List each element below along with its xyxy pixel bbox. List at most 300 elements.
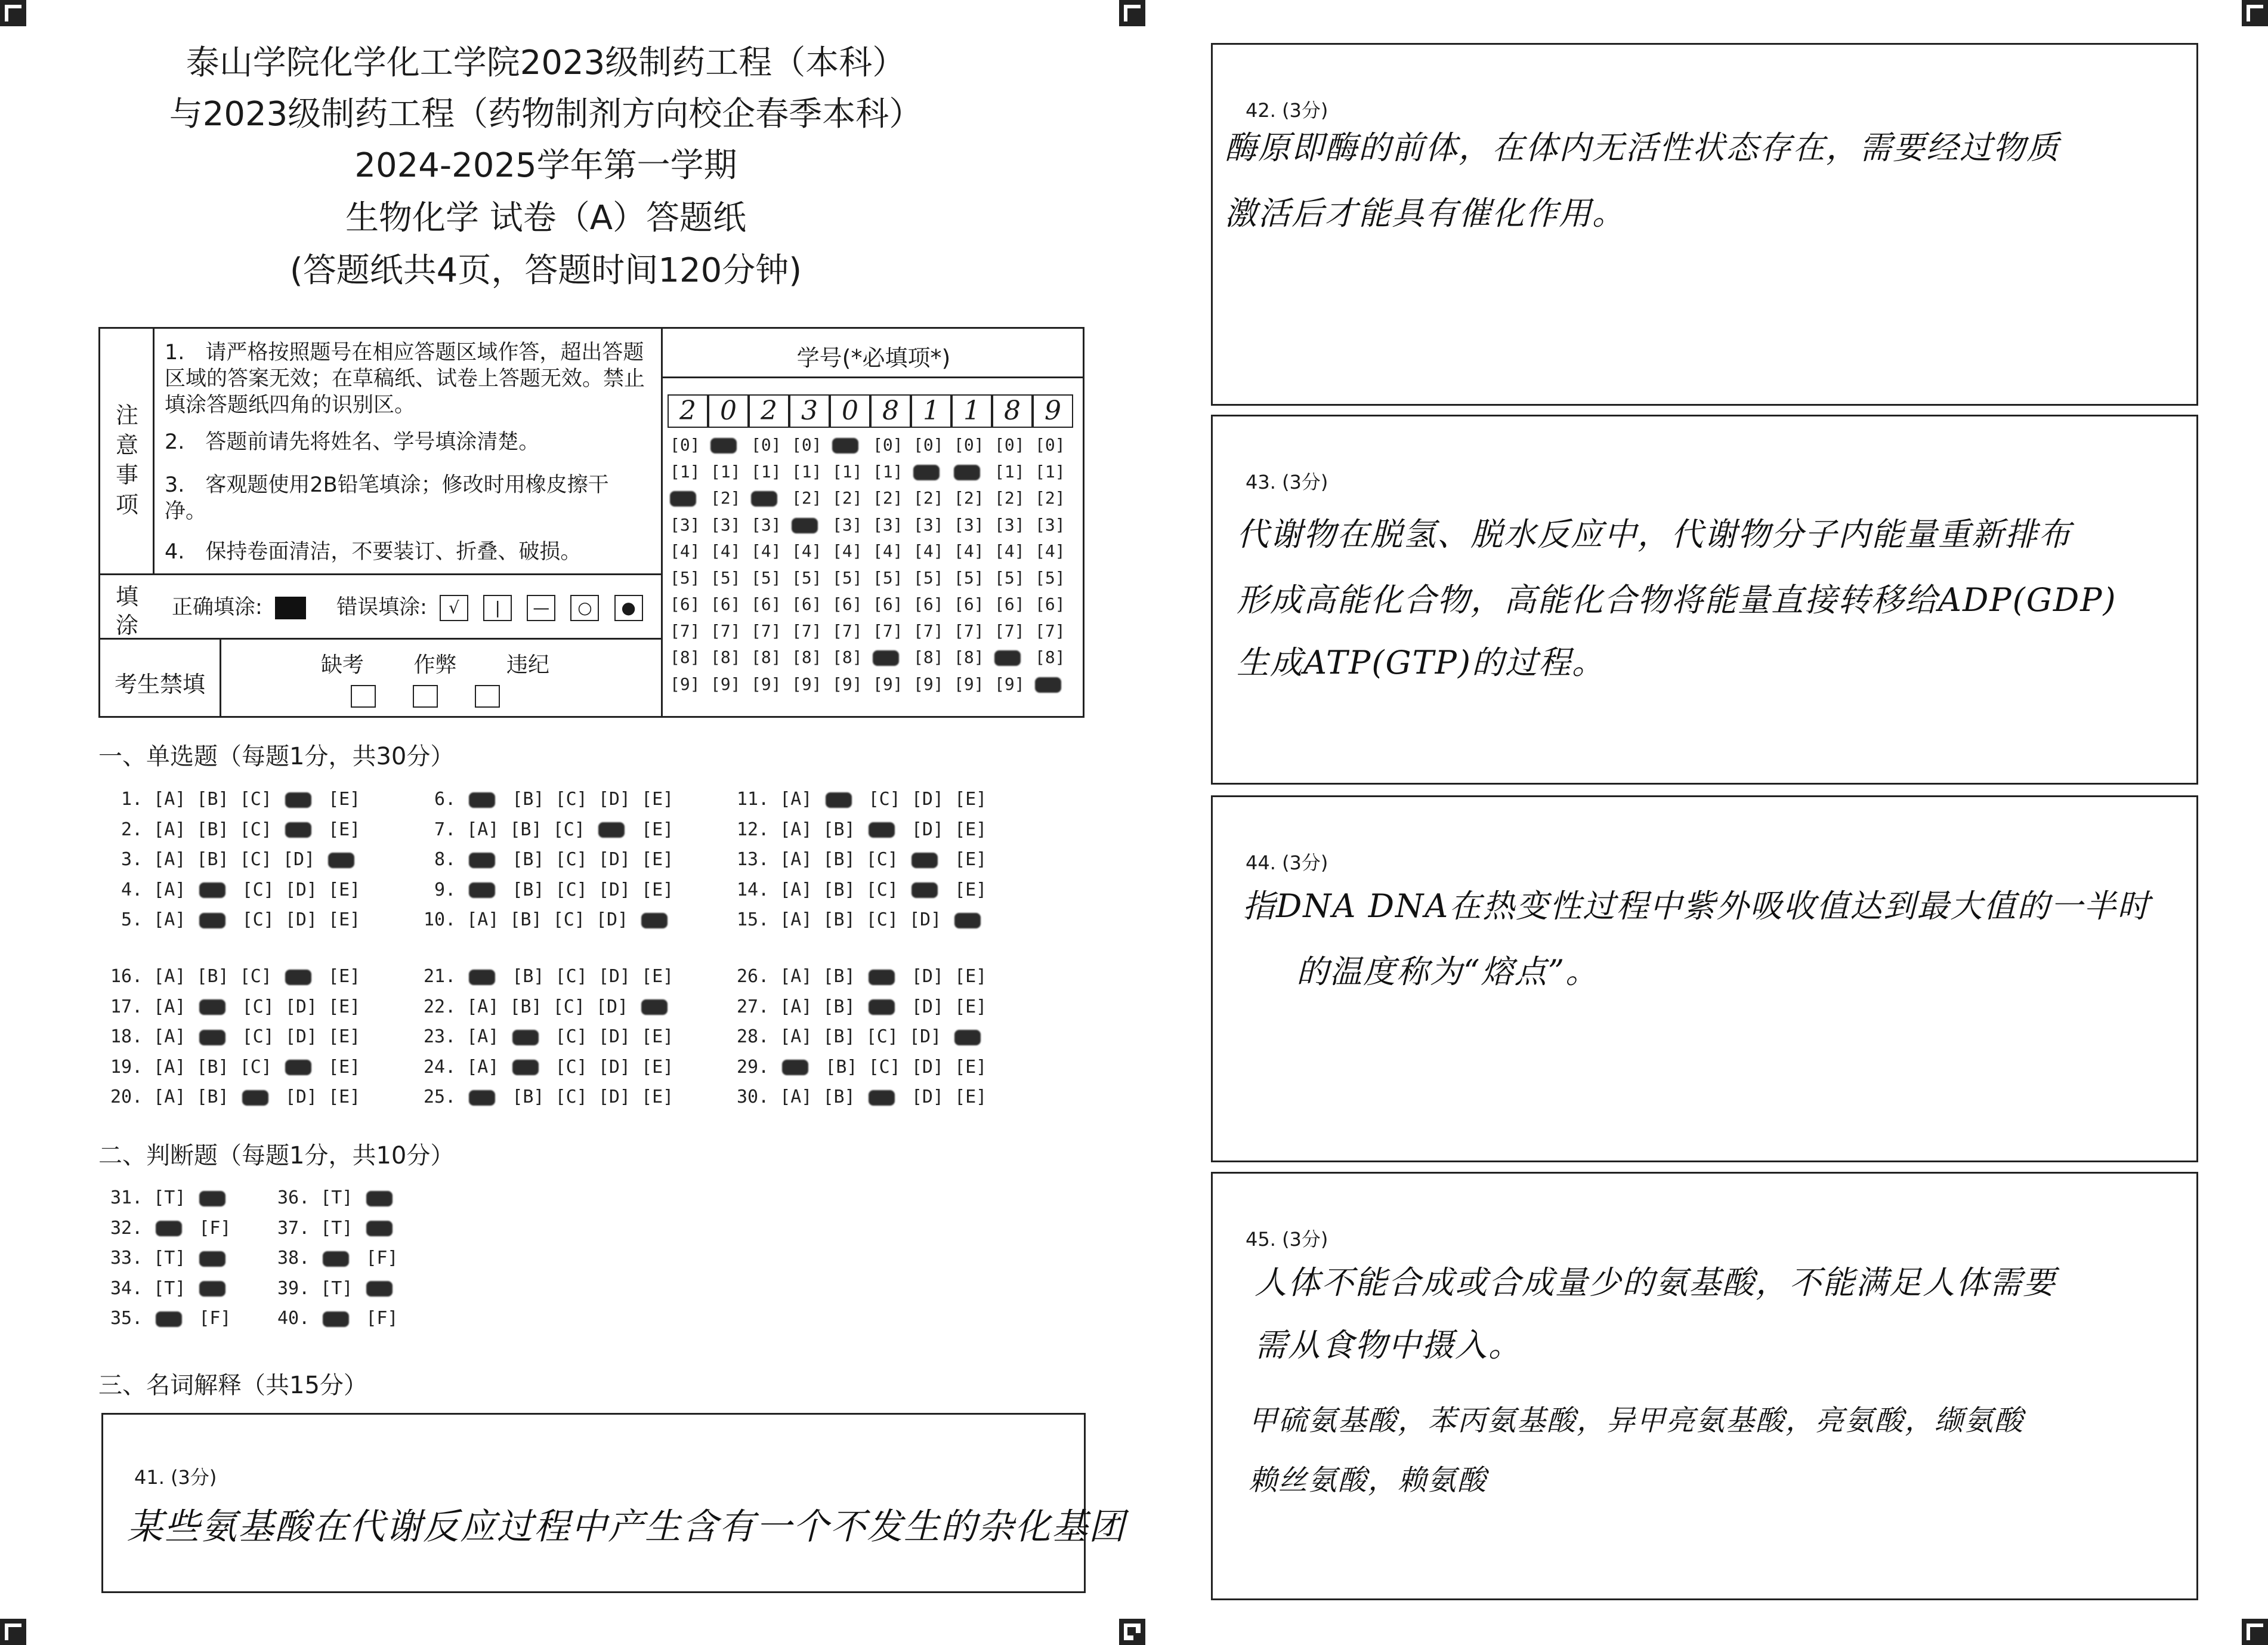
- violation-checkbox[interactable]: [475, 685, 500, 708]
- option-bubble[interactable]: [E]: [641, 879, 685, 900]
- id-bubble[interactable]: [6]: [710, 594, 741, 614]
- mcq-row[interactable]: [737, 879, 997, 900]
- id-bubble[interactable]: [9]: [710, 674, 741, 694]
- id-bubble[interactable]: [2]: [954, 488, 984, 508]
- id-bubble[interactable]: [4]: [792, 541, 822, 561]
- option-bubble[interactable]: [B]: [512, 849, 555, 870]
- id-bubble[interactable]: [3]: [954, 514, 984, 535]
- option-bubble[interactable]: [B]: [196, 1087, 240, 1107]
- option-bubble[interactable]: [B]: [823, 966, 866, 987]
- option-bubble[interactable]: [D]: [598, 966, 642, 987]
- mcq-row[interactable]: [737, 1057, 997, 1078]
- id-bubble[interactable]: [832, 436, 858, 454]
- tf-row[interactable]: [110, 1308, 242, 1329]
- option-bubble[interactable]: [E]: [328, 1026, 372, 1047]
- id-bubble[interactable]: [9]: [913, 674, 944, 694]
- student-id-digit[interactable]: 8: [870, 394, 911, 428]
- tf-number: 39.: [277, 1277, 321, 1299]
- option-bubble[interactable]: [A]: [153, 909, 197, 930]
- answer-box-41[interactable]: [101, 1413, 1126, 1593]
- option-bubble[interactable]: [E]: [954, 1056, 998, 1078]
- option-bubble[interactable]: [D]: [598, 1026, 642, 1047]
- id-bubble[interactable]: [7]: [832, 621, 863, 641]
- id-bubble[interactable]: [6]: [954, 594, 984, 614]
- id-bubble[interactable]: [5]: [792, 567, 822, 588]
- id-bubble[interactable]: [5]: [832, 567, 863, 588]
- id-bubble[interactable]: [9]: [751, 674, 781, 694]
- id-bubble[interactable]: [954, 463, 980, 481]
- mcq-row[interactable]: [110, 1057, 371, 1078]
- option-bubble[interactable]: [A]: [153, 789, 197, 810]
- option-bubble[interactable]: [C]: [555, 879, 598, 900]
- mcq-row[interactable]: [110, 909, 371, 930]
- option-bubble[interactable]: [C]: [555, 966, 598, 987]
- option-bubble[interactable]: [E]: [641, 1056, 685, 1078]
- option-bubble[interactable]: [E]: [954, 819, 998, 840]
- tf-row[interactable]: [277, 1187, 409, 1208]
- id-bubble[interactable]: [873, 649, 899, 666]
- option-bubble[interactable]: [A]: [153, 819, 197, 840]
- option-bubble[interactable]: [C]: [866, 909, 909, 930]
- wrong-sample-bar: |: [483, 595, 512, 621]
- mcq-row[interactable]: [110, 819, 371, 840]
- option-bubble[interactable]: [A]: [780, 789, 823, 810]
- student-id-digit[interactable]: 0: [708, 394, 749, 428]
- option-bubble[interactable]: [A]: [153, 849, 197, 870]
- id-bubble[interactable]: [7]: [954, 621, 984, 641]
- mcq-number: 26.: [737, 966, 780, 987]
- option-bubble[interactable]: [D]: [598, 879, 642, 900]
- option-bubble[interactable]: [A]: [780, 909, 823, 930]
- id-bubble[interactable]: [8]: [1035, 647, 1065, 667]
- option-bubble[interactable]: [E]: [328, 819, 372, 840]
- option-bubble[interactable]: [D]: [598, 1056, 642, 1078]
- id-bubble[interactable]: [8]: [832, 647, 863, 667]
- id-bubble[interactable]: [7]: [710, 621, 741, 641]
- id-bubble[interactable]: [8]: [710, 647, 741, 667]
- id-bubble[interactable]: [7]: [670, 621, 700, 641]
- mcq-row[interactable]: [424, 849, 684, 870]
- mcq-row[interactable]: [737, 849, 997, 870]
- option-bubble[interactable]: [C]: [555, 1056, 598, 1078]
- id-bubble[interactable]: [4]: [710, 541, 741, 561]
- id-bubble[interactable]: [8]: [670, 647, 700, 667]
- answer-box-43[interactable]: [1211, 415, 2198, 785]
- id-bubble[interactable]: [9]: [670, 674, 700, 694]
- option-bubble[interactable]: [C]: [866, 1026, 909, 1047]
- option-bubble[interactable]: [E]: [954, 966, 998, 987]
- option-bubble[interactable]: [B]: [196, 966, 240, 987]
- id-bubble[interactable]: [5]: [710, 567, 741, 588]
- option-bubble[interactable]: [E]: [641, 789, 685, 810]
- option-bubble[interactable]: [B]: [196, 849, 240, 870]
- id-bubble[interactable]: [7]: [994, 621, 1025, 641]
- mcq-row[interactable]: [737, 1087, 997, 1107]
- id-bubble[interactable]: [6]: [792, 594, 822, 614]
- option-bubble[interactable]: [B]: [509, 819, 553, 840]
- option-bubble[interactable]: [C]: [555, 789, 598, 810]
- option-bubble[interactable]: [E]: [641, 966, 685, 987]
- option-bubble[interactable]: [F]: [199, 1217, 242, 1239]
- id-bubble[interactable]: [5]: [751, 567, 781, 588]
- option-bubble[interactable]: [E]: [641, 1087, 685, 1107]
- option-bubble[interactable]: [C]: [555, 849, 598, 870]
- id-bubble[interactable]: [3]: [670, 514, 700, 535]
- id-bubble[interactable]: [7]: [1035, 621, 1065, 641]
- id-bubble[interactable]: [1]: [832, 461, 863, 482]
- option-bubble[interactable]: [C]: [239, 789, 283, 810]
- option-bubble[interactable]: [A]: [780, 1087, 823, 1107]
- id-bubble[interactable]: [670, 489, 696, 507]
- answer-box-44[interactable]: [1211, 795, 2198, 1162]
- mcq-number: 4.: [110, 879, 154, 900]
- option-bubble[interactable]: [A]: [466, 909, 510, 930]
- id-bubble[interactable]: [2]: [832, 488, 863, 508]
- mcq-number: 20.: [110, 1087, 154, 1107]
- id-bubble[interactable]: [0]: [1035, 435, 1065, 455]
- student-id-digit[interactable]: 3: [789, 394, 830, 428]
- option-bubble[interactable]: [D]: [909, 1026, 953, 1047]
- id-bubble[interactable]: [1]: [751, 461, 781, 482]
- option-bubble[interactable]: [B]: [509, 996, 553, 1017]
- id-bubble[interactable]: [792, 516, 818, 534]
- student-id-digit[interactable]: 0: [830, 394, 870, 428]
- wrong-sample-dash: —: [527, 595, 555, 621]
- option-bubble[interactable]: [D]: [285, 909, 329, 930]
- id-bubble[interactable]: [2]: [710, 488, 741, 508]
- option-bubble[interactable]: [B]: [823, 1087, 866, 1107]
- id-bubble[interactable]: [4]: [751, 541, 781, 561]
- option-bubble[interactable]: [E]: [954, 996, 998, 1017]
- student-id-digit[interactable]: 1: [911, 394, 951, 428]
- id-bubble[interactable]: [4]: [1035, 541, 1065, 561]
- id-bubble[interactable]: [0]: [913, 435, 944, 455]
- id-bubble[interactable]: [7]: [751, 621, 781, 641]
- id-bubble[interactable]: [994, 649, 1021, 666]
- option-bubble[interactable]: [D]: [598, 1087, 642, 1107]
- option-bubble[interactable]: [E]: [954, 789, 998, 810]
- id-bubble[interactable]: [4]: [832, 541, 863, 561]
- id-bubble[interactable]: [7]: [792, 621, 822, 641]
- option-bubble[interactable]: [C]: [552, 996, 596, 1017]
- mcq-row[interactable]: [424, 819, 684, 840]
- id-bubble[interactable]: [8]: [792, 647, 822, 667]
- absent-checkbox[interactable]: [351, 685, 376, 708]
- option-bubble[interactable]: [T]: [320, 1277, 364, 1299]
- option-bubble[interactable]: [C]: [866, 879, 909, 900]
- option-bubble[interactable]: [C]: [239, 849, 283, 870]
- option-bubble[interactable]: [D]: [911, 819, 955, 840]
- option-bubble[interactable]: [B]: [823, 819, 866, 840]
- option-bubble[interactable]: [E]: [328, 1087, 372, 1107]
- option-bubble[interactable]: [C]: [555, 1026, 598, 1047]
- option-bubble[interactable]: [F]: [366, 1248, 409, 1269]
- option-bubble[interactable]: [F]: [199, 1308, 242, 1329]
- answer-box-42[interactable]: [1211, 43, 2198, 406]
- id-bubble[interactable]: [5]: [954, 567, 984, 588]
- option-bubble[interactable]: [T]: [320, 1217, 364, 1239]
- option-bubble[interactable]: [A]: [466, 996, 510, 1017]
- option-bubble[interactable]: [B]: [196, 789, 240, 810]
- id-bubble[interactable]: [5]: [873, 567, 903, 588]
- tf-row[interactable]: [110, 1187, 242, 1208]
- mcq-row[interactable]: [424, 1057, 684, 1078]
- id-bubble[interactable]: [710, 436, 737, 454]
- filled-bubble: [469, 882, 495, 898]
- mcq-row[interactable]: [737, 966, 997, 987]
- id-bubble[interactable]: [9]: [792, 674, 822, 694]
- tf-row[interactable]: [277, 1218, 409, 1239]
- student-id-digit[interactable]: 2: [668, 394, 708, 428]
- student-id-digit[interactable]: 1: [951, 394, 992, 428]
- id-bubble[interactable]: [8]: [954, 647, 984, 667]
- tf-row[interactable]: [277, 1248, 409, 1269]
- option-bubble[interactable]: [B]: [196, 1056, 240, 1078]
- option-bubble[interactable]: [T]: [153, 1187, 197, 1208]
- id-bubble[interactable]: [6]: [670, 594, 700, 614]
- mcq-row[interactable]: [110, 1026, 371, 1047]
- option-bubble[interactable]: [B]: [823, 996, 866, 1017]
- id-bubble[interactable]: [7]: [913, 621, 944, 641]
- id-bubble[interactable]: [1035, 675, 1061, 693]
- option-bubble[interactable]: [E]: [328, 789, 372, 810]
- option-bubble[interactable]: [D]: [285, 996, 329, 1017]
- id-bubble[interactable]: [2]: [873, 488, 903, 508]
- id-bubble[interactable]: [3]: [994, 514, 1025, 535]
- mcq-row[interactable]: [737, 789, 997, 810]
- option-bubble[interactable]: [D]: [911, 789, 955, 810]
- cheat-checkbox[interactable]: [413, 685, 438, 708]
- id-bubble[interactable]: [3]: [751, 514, 781, 535]
- option-bubble[interactable]: [B]: [823, 1026, 866, 1047]
- option-bubble[interactable]: [B]: [823, 909, 866, 930]
- mcq-row[interactable]: [110, 966, 371, 987]
- option-bubble[interactable]: [B]: [509, 909, 553, 930]
- answer-box-45[interactable]: [1211, 1172, 2198, 1600]
- option-bubble[interactable]: [C]: [552, 909, 596, 930]
- option-bubble[interactable]: [C]: [866, 849, 909, 870]
- option-bubble[interactable]: [B]: [823, 879, 866, 900]
- id-bubble[interactable]: [3]: [873, 514, 903, 535]
- id-bubble[interactable]: [3]: [832, 514, 863, 535]
- tf-row[interactable]: [110, 1218, 242, 1239]
- option-bubble[interactable]: [C]: [555, 1087, 598, 1107]
- id-bubble[interactable]: [4]: [954, 541, 984, 561]
- option-bubble[interactable]: [E]: [328, 879, 372, 900]
- mcq-number: 2.: [110, 819, 154, 840]
- student-id-digit[interactable]: 9: [1033, 394, 1073, 428]
- mcq-row[interactable]: [424, 996, 684, 1017]
- id-bubble[interactable]: [6]: [751, 594, 781, 614]
- id-bubble[interactable]: [0]: [792, 435, 822, 455]
- option-bubble[interactable]: [D]: [911, 1056, 955, 1078]
- mcq-row[interactable]: [424, 1087, 684, 1107]
- id-bubble[interactable]: [1]: [994, 461, 1025, 482]
- id-bubble[interactable]: [8]: [751, 647, 781, 667]
- option-bubble[interactable]: [D]: [285, 1087, 329, 1107]
- filled-bubble: [469, 792, 495, 808]
- option-bubble[interactable]: [T]: [320, 1187, 364, 1208]
- option-bubble[interactable]: [A]: [466, 1056, 510, 1078]
- student-id-digit[interactable]: 2: [749, 394, 789, 428]
- option-bubble[interactable]: [A]: [780, 1026, 823, 1047]
- option-bubble[interactable]: [D]: [283, 849, 326, 870]
- option-bubble[interactable]: [E]: [328, 966, 372, 987]
- id-bubble[interactable]: [4]: [994, 541, 1025, 561]
- option-bubble[interactable]: [D]: [911, 1087, 955, 1107]
- option-bubble[interactable]: [T]: [153, 1248, 197, 1269]
- option-bubble[interactable]: [D]: [598, 849, 642, 870]
- id-bubble[interactable]: [2]: [792, 488, 822, 508]
- id-bubble[interactable]: [0]: [954, 435, 984, 455]
- option-bubble[interactable]: [C]: [868, 789, 911, 810]
- mcq-row[interactable]: [110, 879, 371, 900]
- id-bubble[interactable]: [751, 489, 777, 507]
- id-bubble[interactable]: [3]: [710, 514, 741, 535]
- id-bubble[interactable]: [0]: [670, 435, 700, 455]
- option-bubble[interactable]: [C]: [242, 909, 285, 930]
- id-bubble[interactable]: [1]: [670, 461, 700, 482]
- id-bubble[interactable]: [9]: [832, 674, 863, 694]
- option-bubble[interactable]: [C]: [242, 879, 285, 900]
- id-bubble[interactable]: [2]: [994, 488, 1025, 508]
- id-bubble[interactable]: [6]: [913, 594, 944, 614]
- option-bubble[interactable]: [A]: [153, 1026, 197, 1047]
- option-bubble[interactable]: [A]: [153, 1087, 197, 1107]
- option-bubble[interactable]: [D]: [909, 909, 953, 930]
- id-bubble[interactable]: [5]: [670, 567, 700, 588]
- id-bubble[interactable]: [6]: [873, 594, 903, 614]
- mcq-row[interactable]: [737, 1026, 997, 1047]
- mcq-row[interactable]: [424, 966, 684, 987]
- option-bubble[interactable]: [E]: [954, 849, 998, 870]
- tf-row[interactable]: [277, 1308, 409, 1329]
- tf-row[interactable]: [110, 1278, 242, 1299]
- filled-bubble: [751, 491, 777, 507]
- option-bubble[interactable]: [B]: [825, 1056, 869, 1078]
- id-bubble[interactable]: [8]: [913, 647, 944, 667]
- option-bubble[interactable]: [D]: [285, 1026, 329, 1047]
- mcq-row[interactable]: [110, 849, 371, 870]
- correct-fill-sample: [275, 597, 306, 619]
- option-bubble[interactable]: [E]: [641, 819, 685, 840]
- option-bubble[interactable]: [B]: [512, 1087, 555, 1107]
- id-bubble[interactable]: [1]: [710, 461, 741, 482]
- option-bubble[interactable]: [A]: [466, 819, 510, 840]
- id-bubble[interactable]: [9]: [954, 674, 984, 694]
- id-bubble[interactable]: [9]: [873, 674, 903, 694]
- id-bubble[interactable]: [5]: [913, 567, 944, 588]
- id-bubble[interactable]: [9]: [994, 674, 1025, 694]
- id-bubble[interactable]: [0]: [873, 435, 903, 455]
- option-bubble[interactable]: [B]: [512, 966, 555, 987]
- option-bubble[interactable]: [D]: [596, 996, 639, 1017]
- mcq-row[interactable]: [110, 789, 371, 810]
- option-bubble[interactable]: [B]: [196, 819, 240, 840]
- id-bubble[interactable]: [5]: [994, 567, 1025, 588]
- student-id-digit[interactable]: 8: [992, 394, 1033, 428]
- id-bubble[interactable]: [1]: [1035, 461, 1065, 482]
- id-bubble[interactable]: [3]: [1035, 514, 1065, 535]
- option-bubble[interactable]: [E]: [328, 996, 372, 1017]
- id-bubble[interactable]: [6]: [832, 594, 863, 614]
- option-bubble[interactable]: [A]: [466, 1026, 510, 1047]
- option-bubble[interactable]: [A]: [153, 879, 197, 900]
- option-bubble[interactable]: [E]: [328, 909, 372, 930]
- option-bubble[interactable]: [C]: [239, 819, 283, 840]
- option-bubble[interactable]: [A]: [153, 996, 197, 1017]
- id-bubble[interactable]: [0]: [751, 435, 781, 455]
- option-bubble[interactable]: [A]: [780, 966, 823, 987]
- option-bubble[interactable]: [T]: [153, 1277, 197, 1299]
- id-bubble[interactable]: [913, 463, 940, 481]
- option-bubble[interactable]: [B]: [823, 849, 866, 870]
- tf-row[interactable]: [110, 1248, 242, 1269]
- id-bubble[interactable]: [4]: [873, 541, 903, 561]
- mcq-row[interactable]: [110, 1087, 371, 1107]
- mcq-row[interactable]: [424, 879, 684, 900]
- option-bubble[interactable]: [A]: [780, 996, 823, 1017]
- id-bubble[interactable]: [3]: [913, 514, 944, 535]
- mcq-row[interactable]: [110, 996, 371, 1017]
- id-bubble[interactable]: [1]: [792, 461, 822, 482]
- option-bubble[interactable]: [C]: [242, 1026, 285, 1047]
- option-bubble[interactable]: [A]: [780, 849, 823, 870]
- option-bubble[interactable]: [C]: [242, 996, 285, 1017]
- option-bubble[interactable]: [D]: [911, 996, 955, 1017]
- id-bubble[interactable]: [4]: [913, 541, 944, 561]
- option-bubble[interactable]: [C]: [868, 1056, 911, 1078]
- mcq-row[interactable]: [424, 1026, 684, 1047]
- option-bubble[interactable]: [E]: [954, 879, 998, 900]
- id-bubble[interactable]: [1]: [873, 461, 903, 482]
- option-bubble[interactable]: [A]: [780, 879, 823, 900]
- id-bubble[interactable]: [5]: [1035, 567, 1065, 588]
- option-bubble[interactable]: [E]: [328, 1056, 372, 1078]
- option-bubble[interactable]: [D]: [596, 909, 639, 930]
- id-bubble[interactable]: [0]: [994, 435, 1025, 455]
- id-bubble[interactable]: [4]: [670, 541, 700, 561]
- option-bubble[interactable]: [E]: [641, 1026, 685, 1047]
- mcq-row[interactable]: [424, 789, 684, 810]
- mcq-row[interactable]: [424, 909, 684, 930]
- option-bubble[interactable]: [D]: [598, 789, 642, 810]
- option-bubble[interactable]: [D]: [911, 966, 955, 987]
- option-bubble[interactable]: [F]: [366, 1308, 409, 1329]
- option-bubble[interactable]: [C]: [552, 819, 596, 840]
- id-bubble[interactable]: [6]: [1035, 594, 1065, 614]
- id-bubble[interactable]: [2]: [1035, 488, 1065, 508]
- option-bubble[interactable]: [B]: [512, 789, 555, 810]
- option-bubble[interactable]: [D]: [285, 879, 329, 900]
- option-bubble[interactable]: [C]: [239, 966, 283, 987]
- mcq-number: 15.: [737, 909, 780, 930]
- option-bubble[interactable]: [B]: [512, 879, 555, 900]
- option-bubble[interactable]: [E]: [954, 1087, 998, 1107]
- option-bubble[interactable]: [E]: [641, 849, 685, 870]
- option-bubble[interactable]: [A]: [780, 819, 823, 840]
- mcq-row[interactable]: [737, 819, 997, 840]
- id-bubble[interactable]: [6]: [994, 594, 1025, 614]
- id-bubble[interactable]: [7]: [873, 621, 903, 641]
- mcq-row[interactable]: [737, 909, 997, 930]
- tf-row[interactable]: [277, 1278, 409, 1299]
- id-bubble[interactable]: [2]: [913, 488, 944, 508]
- mcq-row[interactable]: [737, 996, 997, 1017]
- option-bubble[interactable]: [C]: [239, 1056, 283, 1078]
- option-bubble[interactable]: [A]: [153, 966, 197, 987]
- option-bubble[interactable]: [A]: [153, 1056, 197, 1078]
